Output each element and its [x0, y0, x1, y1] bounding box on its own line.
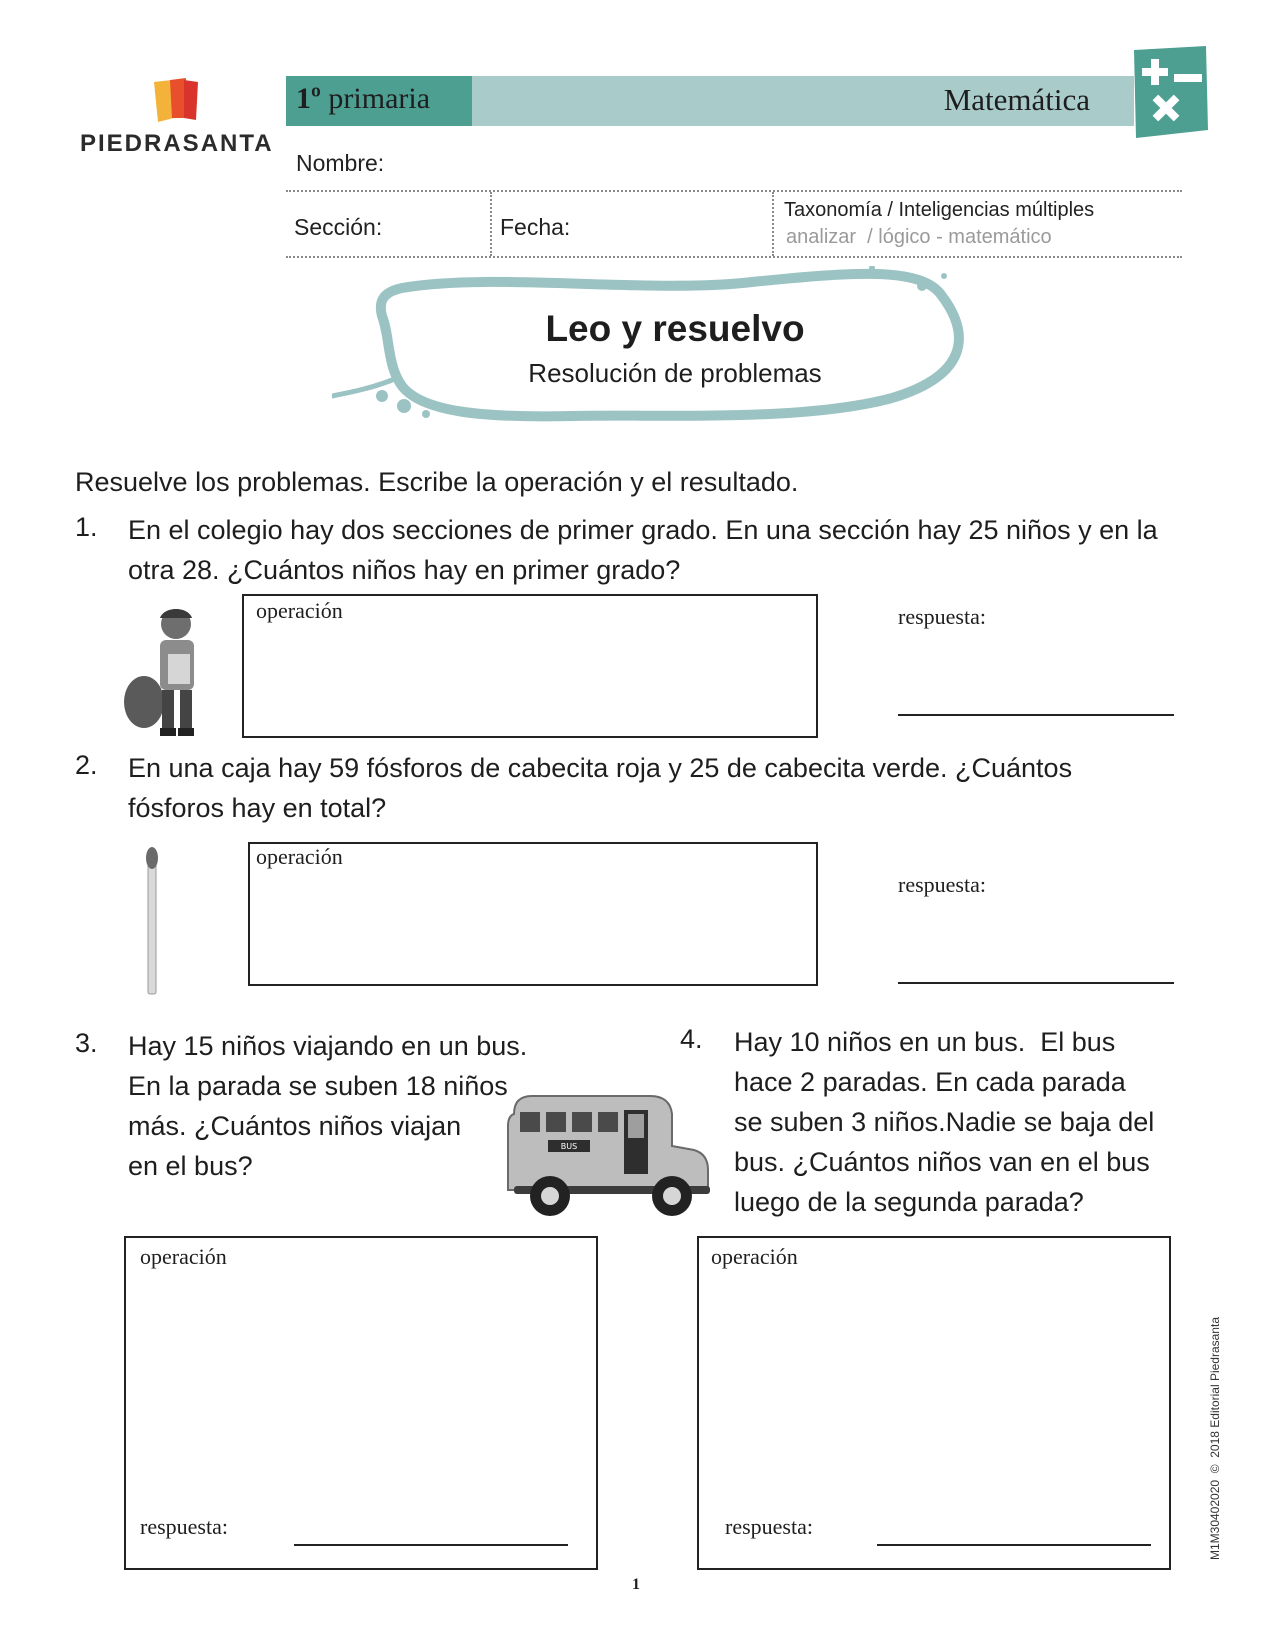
- instructions: Resuelve los problemas. Escribe la operación y el resultado.: [75, 467, 799, 497]
- problem-3-operation-box[interactable]: [124, 1236, 598, 1570]
- problem-2-answer-label: respuesta:: [898, 872, 986, 897]
- problem-4-number: 4.: [680, 1024, 703, 1054]
- page-title: Leo y resuelvo: [545, 308, 805, 349]
- grade-word: primaria: [328, 82, 431, 115]
- page-subtitle: Resolución de problemas: [528, 358, 822, 388]
- problem-2-answer-line[interactable]: [898, 982, 1174, 984]
- problem-4-line-2: hace 2 paradas. En cada parada: [734, 1067, 1126, 1097]
- problem-3-line-3: más. ¿Cuántos niños viajan: [128, 1111, 462, 1141]
- bus-image: [500, 1090, 714, 1220]
- divider-section: [490, 192, 492, 256]
- piedrasanta-logo-icon: [152, 78, 202, 124]
- taxonomy-values: analizar / lógico - matemático: [786, 226, 1052, 248]
- problem-4-operation-box[interactable]: [697, 1236, 1171, 1570]
- operation-label: operación: [140, 1244, 227, 1269]
- divider-bottom: [286, 256, 1182, 258]
- problem-1-text: En el colegio hay dos secciones de primer grado. En una sección hay 25 niños y en la otra 28. ¿Cuántos niños hay en primer grado?: [128, 515, 1158, 585]
- divider-date: [772, 192, 774, 256]
- match-image: [140, 846, 164, 996]
- copyright-code: M1M30402020 © 2018 Editorial Piedrasanta: [1208, 1317, 1222, 1560]
- taxonomy-title: Taxonomía / Inteligencias múltiples: [784, 199, 1095, 221]
- operation-label: operación: [256, 598, 343, 623]
- boy-with-backpack-image: [124, 602, 208, 738]
- operation-label: operación: [256, 844, 343, 869]
- answer-label: respuesta:: [725, 1514, 813, 1539]
- grade-number: 1º: [296, 82, 321, 115]
- problem-1-answer-label: respuesta:: [898, 604, 986, 629]
- grade-label: [296, 82, 430, 116]
- problem-4-line-3: se suben 3 niños.Nadie se baja del: [734, 1107, 1155, 1137]
- problem-4-line-4: bus. ¿Cuántos niños van en el bus: [734, 1147, 1150, 1177]
- problem-4-line-1: Hay 10 niños en un bus. El bus: [734, 1027, 1116, 1057]
- problem-1-operation-box[interactable]: [242, 594, 818, 738]
- answer-label: respuesta:: [140, 1514, 228, 1539]
- problem-3-line-2: En la parada se suben 18 niños: [128, 1071, 508, 1101]
- problem-1-number: 1.: [75, 512, 98, 542]
- brand-name: PIEDRASANTA: [80, 130, 274, 157]
- problem-2-number: 2.: [75, 750, 98, 780]
- problem-4-line-5: luego de la segunda parada?: [734, 1187, 1084, 1217]
- problem-1-answer-line[interactable]: [898, 714, 1174, 716]
- problem-2-text: En una caja hay 59 fósforos de cabecita roja y 25 de cabecita verde. ¿Cuántos fósforos hay en total?: [128, 753, 1073, 823]
- problem-2-operation-box[interactable]: [248, 842, 818, 986]
- section-label: Sección:: [294, 214, 383, 240]
- bus-sign-text: BUS: [560, 1142, 578, 1151]
- problem-3-line-4: en el bus?: [128, 1151, 253, 1181]
- problem-4-answer-line[interactable]: [877, 1544, 1151, 1546]
- plus-minus-times-icon: [1128, 44, 1212, 142]
- title-cloud-shape: [332, 266, 980, 436]
- operation-label: operación: [711, 1244, 798, 1269]
- name-label: Nombre:: [296, 150, 385, 176]
- problem-3-number: 3.: [75, 1028, 98, 1058]
- page-number: 1: [632, 1576, 640, 1593]
- problem-3-answer-line[interactable]: [294, 1544, 568, 1546]
- date-label: Fecha:: [500, 214, 571, 240]
- subject-title: Matemática: [943, 82, 1090, 117]
- divider-top: [286, 190, 1182, 192]
- problem-3-line-1: Hay 15 niños viajando en un bus.: [128, 1031, 528, 1061]
